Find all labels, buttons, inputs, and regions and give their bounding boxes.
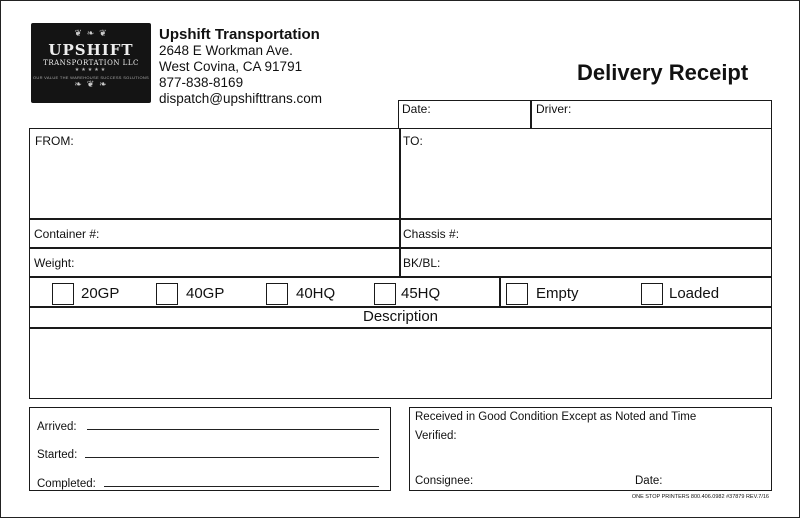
bkbl-label: BK/BL: [403,256,441,270]
checkbox-empty[interactable] [506,283,528,305]
driver-label: Driver: [536,102,572,116]
completed-label: Completed: [37,478,96,490]
form-title: Delivery Receipt [577,60,749,85]
chassis-number-field[interactable] [399,218,772,249]
company-phone: 877-838-8169 [159,75,244,90]
option-loaded-label: Loaded [669,285,720,302]
date-field[interactable] [398,100,532,129]
verified-label: Verified: [415,430,457,442]
arrived-line[interactable] [87,429,379,430]
description-field[interactable] [29,327,772,399]
date-label: Date: [402,102,431,116]
driver-field[interactable] [530,100,772,129]
from-label: FROM: [35,134,74,148]
started-label: Started: [37,449,78,461]
checkbox-40gp[interactable] [156,283,178,305]
checkbox-20gp[interactable] [52,283,74,305]
company-address-line1: 2648 E Workman Ave. [159,43,293,58]
chassis-label: Chassis #: [403,227,460,241]
received-text: Received in Good Condition Except as Noted and Time [415,411,697,423]
consignee-label: Consignee: [415,475,474,487]
company-email: dispatch@upshifttrans.com [159,91,323,106]
to-label: TO: [403,134,423,148]
container-number-field[interactable] [29,218,401,249]
company-address-line2: West Covina, CA 91791 [159,59,303,74]
weight-field[interactable] [29,247,401,278]
completed-line[interactable] [104,486,379,487]
option-20gp-label: 20GP [81,285,120,302]
company-name: Upshift Transportation [159,26,320,43]
from-field[interactable] [29,128,401,220]
option-empty-label: Empty [536,285,579,302]
checkbox-45hq[interactable] [374,283,396,305]
bkbl-field[interactable] [399,247,772,278]
company-logo: ❦ ❧ ❦ UPSHIFT TRANSPORTATION LLC ★★★★★ OUR VALUE THE WAREHOUSE SUCCESS SOLUTIONS ❧ ❦ ❧ [31,23,151,103]
checkbox-40hq[interactable] [266,283,288,305]
arrived-label: Arrived: [37,421,77,433]
weight-label: Weight: [34,256,75,270]
container-label: Container #: [34,227,100,241]
option-40hq-label: 40HQ [296,285,336,302]
option-40gp-label: 40GP [186,285,225,302]
checkbox-loaded[interactable] [641,283,663,305]
printer-footer: ONE STOP PRINTERS 800.406.0982 #37879 REV.7/16 [631,494,769,500]
description-label: Description [362,308,439,325]
option-45hq-label: 45HQ [401,285,441,302]
company-info [159,27,322,107]
signature-date-label: Date: [635,475,663,487]
to-field[interactable] [399,128,772,220]
started-line[interactable] [85,457,379,458]
